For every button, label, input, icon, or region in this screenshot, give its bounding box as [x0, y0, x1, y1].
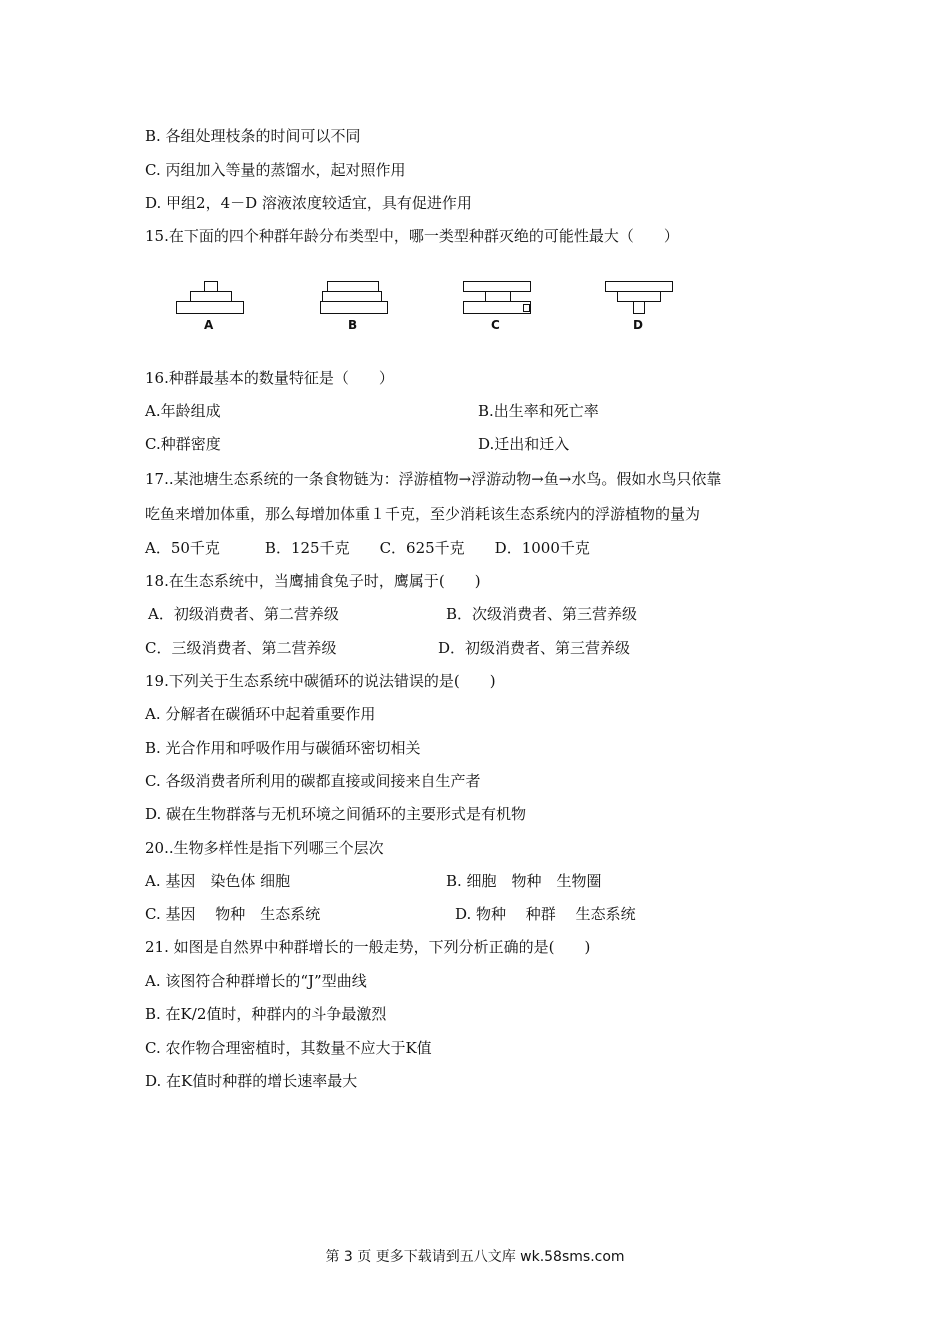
q18-option-b: B．次级消费者、第三营养级: [446, 605, 638, 623]
q21-option-a: A. 该图符合种群增长的“J”型曲线: [145, 972, 367, 990]
question-18: 18.在生态系统中，当鹰捕食兔子时，鹰属于( ): [145, 572, 481, 590]
pyramid-label-a: A: [204, 318, 214, 332]
option-b-prev: B. 各组处理枝条的时间可以不同: [145, 127, 361, 145]
q18-option-d: D．初级消费者、第三营养级: [438, 639, 631, 657]
q19-option-c: C. 各级消费者所利用的碳都直接或间接来自生产者: [145, 772, 481, 790]
q20-option-a: A. 基因 染色体 细胞: [145, 872, 291, 890]
question-21: 21. 如图是自然界中种群增长的一般走势，下列分析正确的是( ): [145, 938, 591, 956]
q21-option-d: D. 在K值时种群的增长速率最大: [145, 1072, 358, 1090]
q20-option-d: D. 物种 种群 生态系统: [455, 905, 636, 923]
q20-option-b: B. 细胞 物种 生物圈: [446, 872, 602, 890]
option-d-prev: D. 甲组2，4－D 溶液浓度较适宜，具有促进作用: [145, 194, 472, 212]
q16-option-c: C.种群密度: [145, 435, 221, 453]
question-16: 16.种群最基本的数量特征是（ ）: [145, 369, 394, 387]
pyramid-label-c: C: [491, 318, 500, 332]
q16-option-d: D.迁出和迁入: [478, 435, 570, 453]
question-15: 15.在下面的四个种群年龄分布类型中，哪一类型种群灭绝的可能性最大（ ）: [145, 227, 679, 245]
pyramid-label-b: B: [348, 318, 358, 332]
q17-options: A．50千克 B．125千克 C．625千克 D．1000千克: [145, 539, 590, 557]
q19-option-a: A. 分解者在碳循环中起着重要作用: [145, 705, 376, 723]
q16-option-b: B.出生率和死亡率: [478, 402, 599, 420]
option-c-prev: C. 丙组加入等量的蒸馏水，起对照作用: [145, 161, 406, 179]
q21-option-b: B. 在K/2值时，种群内的斗争最激烈: [145, 1005, 387, 1023]
q19-option-b: B. 光合作用和呼吸作用与碳循环密切相关: [145, 739, 421, 757]
q18-option-c: C．三级消费者、第二营养级: [145, 639, 337, 657]
q20-option-c: C. 基因 物种 生态系统: [145, 905, 321, 923]
page-footer: 第 3 页 更多下载请到五八文库 wk.58sms.com: [325, 1249, 625, 1265]
q16-option-a: A.年龄组成: [145, 402, 221, 420]
question-20: 20..生物多样性是指下列哪三个层次: [145, 839, 384, 857]
question-19: 19.下列关于生态系统中碳循环的说法错误的是( ): [145, 672, 496, 690]
question-17-line2: 吃鱼来增加体重，那么每增加体重１千克，至少消耗该生态系统内的浮游植物的量为: [145, 505, 701, 523]
q21-option-c: C. 农作物合理密植时，其数量不应大于K值: [145, 1039, 432, 1057]
question-17-line1: 17..某池塘生态系统的一条食物链为：浮游植物→浮游动物→鱼→水鸟。假如水鸟只依靠: [145, 470, 722, 488]
pyramid-label-d: D: [633, 318, 643, 332]
q18-option-a: A．初级消费者、第二营养级: [148, 605, 339, 623]
q19-option-d: D. 碳在生物群落与无机环境之间循环的主要形式是有机物: [145, 805, 527, 823]
